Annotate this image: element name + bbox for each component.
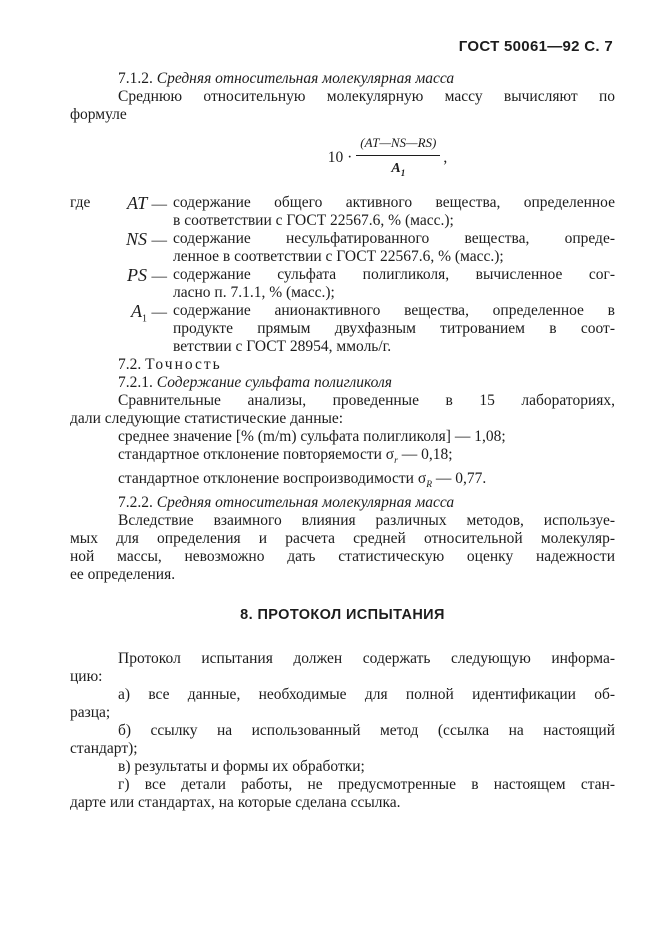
paragraph-line: цию: xyxy=(70,667,103,685)
section-number: 7.2.2. xyxy=(118,493,153,511)
definitions-intro: где xyxy=(70,193,91,211)
section-7-2-title xyxy=(70,356,615,374)
section-7-2-1-title xyxy=(70,374,615,392)
paragraph-line: Сравнительные анализы, проведенные в 15 лабораториях, xyxy=(118,391,615,409)
paragraph-line: мых для определения и расчета средней относительной молекуляр- xyxy=(70,529,615,547)
list-item-continuation: разца; xyxy=(70,703,111,721)
definition-line: содержание общего активного вещества, определенное xyxy=(173,193,615,211)
list-item-continuation: стандарт); xyxy=(70,739,138,757)
definition-text xyxy=(173,302,615,356)
definition-symbol xyxy=(107,194,173,230)
paragraph-line: Протокол испытания должен содержать следующую информа- xyxy=(118,649,615,667)
formula-multiplier: 10 · xyxy=(327,148,353,166)
definition-line: ленное в соответствии с ГОСТ 22567.6, % (масс.); xyxy=(173,247,504,265)
definition-text xyxy=(173,230,615,266)
definition-text xyxy=(173,266,615,302)
symbol-dash: — xyxy=(151,231,167,249)
symbol-dash: — xyxy=(151,195,167,213)
stat-mean: среднее значение [% (m/m) сульфата полигликоля] — 1,08; xyxy=(118,427,506,445)
stat-label: стандартное отклонение повторяемости σ xyxy=(118,445,395,463)
section-number: 7.1.2. xyxy=(118,70,153,87)
denominator-symbol: A xyxy=(391,161,401,176)
definition-line: содержание несульфатированного вещества, опреде- xyxy=(173,229,615,247)
paragraph-line: формуле xyxy=(70,106,127,123)
definition-line: содержание сульфата полигликоля, вычисленное сог- xyxy=(173,265,615,283)
section-8-heading: 8. ПРОТОКОЛ ИСПЫТАНИЯ xyxy=(240,606,445,623)
definition-item xyxy=(70,266,615,302)
formula-numerator: (AT—NS—RS) xyxy=(356,134,440,156)
stat-reproducibility xyxy=(70,470,615,494)
paragraph-line: Вследствие взаимного влияния различных методов, используе- xyxy=(118,511,615,529)
formula xyxy=(160,134,615,182)
stat-subscript: r xyxy=(394,455,398,466)
definition-text xyxy=(173,194,615,230)
list-item-continuation: дарте или стандартах, на которые сделана ссылка. xyxy=(70,793,401,811)
section-number: 7.2.1. xyxy=(118,373,153,391)
stat-value: — 0,18; xyxy=(397,445,453,463)
definition-symbol xyxy=(107,230,173,266)
list-item: г) все детали работы, не предусмотренные в настоящем стан- xyxy=(118,775,615,793)
definition-line: содержание анионактивного вещества, определенное в xyxy=(173,301,615,319)
stat-value: — 0,77. xyxy=(432,469,487,487)
document-body xyxy=(70,70,615,812)
list-item: а) все данные, необходимые для полной идентификации об- xyxy=(118,685,615,703)
symbol-text: NS xyxy=(125,228,147,249)
list-item: б) ссылку на использованный метод (ссылка на настоящий xyxy=(118,721,615,739)
definition-symbol xyxy=(107,302,173,356)
stat-subscript: R xyxy=(426,479,433,490)
section-7-2-2-title xyxy=(70,494,615,512)
definition-symbol xyxy=(107,266,173,302)
definition-line: ласно п. 7.1.1, % (масс.); xyxy=(173,283,335,301)
stat-repeatability xyxy=(70,446,615,470)
list-item: в) результаты и формы их обработки; xyxy=(118,757,365,775)
symbol-text: AT xyxy=(126,192,147,213)
formula-comma: , xyxy=(443,148,448,166)
stat-label: стандартное отклонение воспроизводимости σ xyxy=(118,469,427,487)
paragraph-line: Среднюю относительную молекулярную массу вычисляют по xyxy=(118,88,615,105)
section-7-1-2-title xyxy=(70,70,615,88)
symbol-text: A xyxy=(131,300,142,321)
page-header: ГОСТ 50061—92 С. 7 xyxy=(458,38,613,55)
symbol-text: PS xyxy=(127,264,147,285)
definition-line: в соответствии с ГОСТ 22567.6, % (масс.); xyxy=(173,211,454,229)
section-number: 7.2. xyxy=(118,355,142,373)
paragraph-line: ной массы, невозможно дать статистическую оценку надежности xyxy=(70,547,615,565)
section-title: Средняя относительная молекулярная масса xyxy=(156,70,455,87)
symbol-dash: — xyxy=(151,303,167,321)
section-title: Содержание сульфата полигликоля xyxy=(156,373,392,391)
formula-fraction xyxy=(356,134,440,182)
definition-item xyxy=(70,302,615,356)
definition-item xyxy=(70,230,615,266)
paragraph-line: дали следующие статистические данные: xyxy=(70,409,344,427)
denominator-subscript: 1 xyxy=(400,167,406,178)
symbol-dash: — xyxy=(151,267,167,285)
definition-item xyxy=(70,194,615,230)
definition-line: продукте прямым двухфазным титрованием в соот- xyxy=(173,319,615,337)
formula-denominator xyxy=(391,156,405,182)
paragraph-line: ее определения. xyxy=(70,565,176,583)
section-title: Средняя относительная молекулярная масса xyxy=(156,493,455,511)
definition-line: ветствии с ГОСТ 28954, ммоль/г. xyxy=(173,337,392,355)
symbol-subscript: 1 xyxy=(142,313,147,325)
definitions xyxy=(70,194,615,356)
section-title: Точность xyxy=(145,355,222,373)
